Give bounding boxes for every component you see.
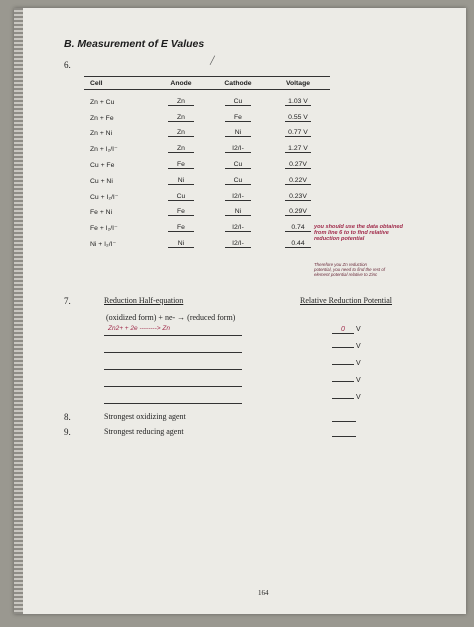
voltage-value: 0.55 V <box>285 114 311 122</box>
cell-name: Cu + I₂/I⁻ <box>90 193 119 201</box>
cathode-value: I2/I- <box>225 224 251 232</box>
answer-line <box>104 352 242 353</box>
anode-value: Ni <box>168 240 194 248</box>
answer-line <box>332 436 356 437</box>
cell-voltage-table <box>84 76 330 248</box>
cathode-value: Cu <box>225 177 251 185</box>
col-header-cell: Cell <box>84 77 152 90</box>
answer-line <box>332 421 356 422</box>
potential-row: 0 V <box>332 326 372 334</box>
cathode-value: Cu <box>225 161 251 169</box>
question-6-number: 6. <box>64 60 71 70</box>
section-title: B. Measurement of E Values <box>64 38 205 50</box>
first-half-equation-answer: Zn2+ + 2e --------> Zn <box>108 325 170 332</box>
handwritten-note-2: Therefore you Zn reduction potential, you need to find the rest of element potential relative to Zinc <box>314 262 386 278</box>
page-number: 164 <box>258 589 269 597</box>
strongest-reducing-agent-label: Strongest reducing agent <box>104 427 184 436</box>
strongest-oxidizing-agent-label: Strongest oxidizing agent <box>104 412 186 421</box>
reduction-half-equation-heading: Reduction Half-equation <box>104 296 184 305</box>
voltage-value: 0.22V <box>285 177 311 185</box>
voltage-value: 0.44 <box>285 240 311 248</box>
table-row <box>84 232 330 248</box>
col-header-voltage: Voltage <box>266 77 330 90</box>
cathode-value: Cu <box>225 98 251 106</box>
anode-value: Zn <box>168 114 194 122</box>
cell-name: Cu + Fe <box>90 161 115 169</box>
voltage-value: 0.23V <box>285 193 311 201</box>
anode-value: Zn <box>168 129 194 137</box>
cathode-value: I2/I- <box>225 145 251 153</box>
anode-value: Zn <box>168 98 194 106</box>
potential-row: V <box>332 394 372 401</box>
cell-name: Zn + Ni <box>90 130 113 138</box>
table-row <box>84 201 330 217</box>
voltage-value: 0.77 V <box>285 129 311 137</box>
table-row <box>84 216 330 232</box>
cell-name: Zn + I₂/I⁻ <box>90 146 118 154</box>
voltage-value: 1.27 V <box>285 145 311 153</box>
cell-name: Fe + Ni <box>90 209 113 217</box>
cathode-value: Fe <box>225 114 251 122</box>
cathode-value: Ni <box>225 129 251 137</box>
answer-line <box>104 335 242 336</box>
question-8-number: 8. <box>64 412 71 422</box>
voltage-value: 0.29V <box>285 208 311 216</box>
cathode-value: Ni <box>225 208 251 216</box>
table-row <box>84 185 330 201</box>
potential-row: V <box>332 377 372 384</box>
cell-name: Zn + Fe <box>90 114 114 122</box>
anode-value: Zn <box>168 145 194 153</box>
relative-reduction-potential-heading: Relative Reduction Potential <box>300 296 392 305</box>
anode-value: Fe <box>168 161 194 169</box>
table-row <box>84 122 330 138</box>
cathode-value: I2/I- <box>225 193 251 201</box>
cell-name: Fe + I₂/I⁻ <box>90 225 118 233</box>
cell-name: Zn + Cu <box>90 98 115 106</box>
voltage-value: 1.03 V <box>285 98 311 106</box>
potential-answer: 0 <box>332 326 354 334</box>
voltage-value: 0.74 <box>285 224 311 232</box>
answer-line <box>104 386 242 387</box>
col-header-anode: Anode <box>152 77 210 90</box>
table-row <box>84 169 330 185</box>
handwritten-note: you should use the data obtained from line 6 to to find relative reduction potential <box>314 224 403 242</box>
potential-row: V <box>332 343 372 350</box>
voltage-value: 0.27V <box>285 161 311 169</box>
cell-name: Cu + Ni <box>90 177 113 185</box>
binding-edge <box>14 8 23 614</box>
cell-name: Ni + I₂/I⁻ <box>90 240 117 248</box>
table-row <box>84 106 330 122</box>
question-9-number: 9. <box>64 427 71 437</box>
anode-value: Ni <box>168 177 194 185</box>
potential-row: V <box>332 360 372 367</box>
answer-line <box>104 403 242 404</box>
half-equation-format: (oxidized form) + ne- → (reduced form) <box>106 313 236 322</box>
anode-value: Cu <box>168 193 194 201</box>
anode-value: Fe <box>168 208 194 216</box>
answer-line <box>104 369 242 370</box>
pen-mark: ╱ <box>210 56 215 65</box>
worksheet-page <box>14 8 466 614</box>
table-row <box>84 90 330 106</box>
cathode-value: I2/I- <box>225 240 251 248</box>
table-row <box>84 153 330 169</box>
question-7-number: 7. <box>64 296 71 306</box>
col-header-cathode: Cathode <box>210 77 266 90</box>
anode-value: Fe <box>168 224 194 232</box>
table-row <box>84 137 330 153</box>
